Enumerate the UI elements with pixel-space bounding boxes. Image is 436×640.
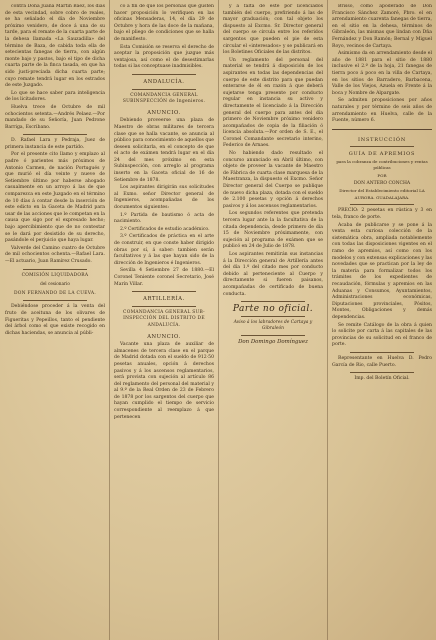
divider <box>23 134 87 135</box>
paragraph: Debiendo proveerse una plaza de Maestro de obras militares de tercera clase que se halla vacante, se anuncia al público para conocimiento de aquellos que deseen solicitarla, en el concepto de que el acto de exámen tendrá lugar en el día 24 del mes próximo en esta Subinspección, con arreglo al programa inserto en la Gaceta oficial de 16 de Setiembre de 1878. <box>114 118 214 183</box>
paragraph: Por el presente cito llamo y emplazo al padre ó parientes más próximos de Antonio Carmen, de nación Portugués y que murió el día veinte y nueve de Setiembre último por haberse ahogado casualmente en un arroyo á las de que comparezca en este Juzgado en el término de 10 días á contar desde la inserción de este edicto en la Gaceta de Madrid para usar de las acciones que le competan en la causa que sigo por el expresado hecho; bajo apercibimiento que de no contestar se le dará por desistido de su derecho, pasándole el perjuicio que haya lugar. <box>5 152 105 244</box>
divider <box>241 335 305 336</box>
divider <box>350 372 414 373</box>
divider <box>23 300 87 301</box>
ad-subtitle: POR <box>377 173 387 179</box>
paragraph: Los aspirantes dirigirán sus solicitudes al Exmo. señor Director general de Ingenieros, acompañadas de los documentos siguientes: <box>114 185 214 211</box>
column-divider <box>218 0 219 640</box>
section-heading: DON FERNANDO DE LA CUEVA. <box>13 290 97 296</box>
paragraph: 2.º Certificados de estudio académico. <box>120 226 210 232</box>
section-title: ANDALUCÍA. <box>143 78 185 85</box>
notice-name: Don Domingo Domínguez <box>238 338 308 345</box>
divider <box>350 204 414 205</box>
anuncio-heading: ANUNCIO. <box>147 109 181 116</box>
paragraph: co á fin de que los personas que gusten hacer proposición lo verifiquen en las oficinas Mensaderas, 14, el día 29 de Octubre y hora de las doce de la mañana, bajo el pliego de condiciones que se halla de manifiesto. <box>114 4 214 42</box>
column-divider <box>109 0 110 640</box>
ad-title: INSTRUCCIÓN <box>358 136 406 143</box>
column-4 <box>332 4 432 636</box>
paragraph: Vacante una plaza de auxiliar de almacenes de tercera clase en el parque de Madrid dotada con el sueldo de 912·50 pesetas anuales, opción á derechos pasivos y á los ascensos reglamentarios, será provista con sujeción al artículo 86 del reglamento del personal del material y al 9.º de la Real Orden de 23 de Febrero de 1878 por los sargentos del cuerpo que hayan cumplido el tiempo de servicio correspondiente al reemplazo á que pertenecen <box>114 342 214 420</box>
paragraph: PRECIO: 2 pesetas en rústica y 3 en tela, franco de porte. <box>332 208 432 221</box>
paragraph: Un reglamento del personal del material se tendrá á disposición de los aspirantes en todas las dependencias del cuerpo de este distrito para que puedan enterarse de él en razón á que deberá sujetarse tenga presente por conducto regular en instancia su activo y directamente el licenciado á la Dirección general del cuerpo para antes del día primero de Noviembre próximo venidero acompañados de copia de la filiación ó licencia absoluta.—Por orden de S. E., el Coronel Comandante secretario interino, Federico de Arnaes. <box>223 57 323 149</box>
paragraph: Lo que se hace saber para inteligencia de los licitadores. <box>5 90 105 103</box>
ad-subtitle: Director del Establecimiento editorial LA AURORA. GUADALAJARA. <box>339 188 425 200</box>
paragraph: D. Rafael Lara y Pedraja, Juez de primera instancia de este partido. <box>5 138 105 150</box>
ad-author: DON ANTERO CONCHA <box>353 180 411 186</box>
section-title: ARTILLERÍA. <box>143 296 185 303</box>
paragraph: No habiendo dado resultado el concurso anunciado en Abril último, con objeto de proveer la vacante de Maestro de Fábrica de cuarta clase marquesa de la Maestranza, la dispuesto el Excmo. Señor Director general del Cuerpo se publique de nuevo dicha plaza, dotada con el sueldo de 2.100 pesetas y opción á derechos pasivos y á los ascensos reglamentarios. <box>223 151 323 209</box>
parte-no-oficial-heading: Parte no oficial. <box>232 304 314 315</box>
advertisement <box>332 129 432 369</box>
divider <box>132 306 196 307</box>
paragraph: Brisso, como apoderado de Don Francisco Sánchez Zamoré, Pbro. el en arrendamiento cuarenta fanegas de tierra, en el sitio en la dehesa, términos de Gibraleón, las mismas que lindan con Dña Fernández y Don Ramón; Bernal y Miguel Royo, vecinos de Cartaya. <box>332 4 432 49</box>
paragraph: Acaba de publicarse y se pone á la venta esta curiosa colección de la sistemática obra, ampliada notablemente con todas las disposiciones vigentes en el ramo de apremios, así como con los modelos y con extensas explicaciones y las novedades que se practican por la ley de la materia para formalizar todos los trámites de los expedientes de recaudación, fórmulas y apremios en las Aduanas y Consumos, Ayuntamientos, Administraciones económicas, Diputaciones provinciales, Pósitos, Montes, Obligaciones y demás dependencias. <box>332 222 432 320</box>
section-heading: COMISIÓN LIQUIDADORA <box>21 272 89 278</box>
paragraph: Los segundos referentes que pretenda tercera lugar ante la la facultativa de la citada dependencia, desde primero de día 15 de Noviembre próximamente, con sujeción al programa de exámen que se publicó en 24 de Julio de 1878. <box>223 211 323 250</box>
notice-title: Aviso á los labradores de Cartaya y Gibraleón <box>233 319 313 331</box>
paragraph: Sevilla 4 Setiembre 27 de 1880.—El Coronel Teniente coronel Secretario, José Marín Villar. <box>114 268 214 287</box>
paragraph: Asimismo da en arrendamiento desde el año de 1881 para el sitio de 1880 inclusive el 2.º de la hoja, 21 fanegas de tierra poco á poco en la villa de Cartaya, en los sitios de Barradero, Barbacena, Valle de los Viejos, Azuela en Frente á la boca y Nombre de Alpargate. <box>332 51 432 96</box>
paragraph: y á falta de éste por licenciados también del cuerpo, prefiriendo á las de mayor graduación; con tal objeto los dispuesto al Excmo. Sr. Director general del cuerpo se circula entre los referidos sargentos que pueden el pie de esta circular el «interesados» y se publicará en los Boletines Oficiales de las distritos. <box>223 4 323 56</box>
section-heading: COMANDANCIA GENERAL SUB-INSPECCIÓN DEL DISTRITO DE ANDALUCÍA. <box>123 309 205 328</box>
column-divider <box>327 0 328 640</box>
paragraph: Los aspirantes remitirán sus instancias á la Dirección general de Artillería antes del día 1.º del citado mes por conducto debido al perteneciente al Cuerpo y directamente si fueren paisanos, acompañadas de certificado de buena conducta. <box>223 251 323 297</box>
ad-subtitle: para la cobranza de contribuciones y rentas públicas <box>336 158 428 171</box>
paragraph: Esta Comisión se reserva el derecho de aceptar la proposición que juzgue más ventajosa, así como el de desestimarlas todas si las conceptuase inadmisibles. <box>114 44 214 70</box>
paragraph: Valverde del Camino cuatro de Octubre de mil ochocientos ochenta.—Rafael Lara.—El actuario, Juan Ramírez Crusado. <box>5 245 105 264</box>
paragraph: Se remite Catálogo de la obra á quien lo solicite por carta á las capitales de las provincias de su solicitud en el franco de porte. <box>332 322 432 348</box>
divider <box>350 352 414 353</box>
divider <box>132 89 196 90</box>
paragraph: contra Doña Juana Martín Baez, los días de esta vecindad, sobre cobro de reales, se ha señalado el día de Noviembre próximo venidero, de doce á una de su tarde, para el remate de la cuarta parte de la dehesa llamada «La Sauzadilla» del término de Baza, de cabida toda ella de setecientas fanegas de tierra, con algún monte bajo y pastos, bajo el tipo de dicha cuarta parte de la finca tasada, en que ha sido justi-preciada dicha cuarta parte; cuyo remate tendrá lugar en los estrados de este Juzgado. <box>5 4 105 89</box>
divider <box>23 269 87 270</box>
paragraph: Se admiten proposiciones por años naturales y por término de seis años de arrendamiento en Huelva, calle de la Fuente, número 6. <box>332 98 432 124</box>
paragraph: 3.º Certificados de práctica en el arte de construir, en que conste haber dirigido obras por sí, á saber: tambien serán facultativos y á las que hayan sido de la dirección de Ingenieros é Ingenieros. <box>114 234 214 266</box>
section-subheading: del cesionario <box>40 281 70 287</box>
column-1 <box>5 4 105 636</box>
column-2 <box>114 4 214 636</box>
divider <box>241 301 305 302</box>
paragraph: Representante en Huelva D. Pedro García de Rio, calle Puerto. <box>332 355 432 368</box>
imprint: Imp. del Boletín Oficial. <box>354 376 410 382</box>
paragraph: Huelva trece de Octubre de mil ochocientos setenta.—Andrés Pelaez.—Por mandado de su Señoría, Juan Pedrone Barriga, Escribano. <box>5 104 105 130</box>
divider <box>241 316 305 317</box>
paragraph: 1.º Partida de bautismo ó acta de nacimiento. <box>114 212 214 225</box>
divider <box>132 74 196 75</box>
divider <box>132 291 196 292</box>
anuncio-heading: ANUNCIO. <box>147 333 181 340</box>
section-heading: COMANDANCIA GENERAL SUBINSPECCIÓN de Ingenieros. <box>122 92 206 105</box>
column-3 <box>223 4 323 636</box>
ad-title: GUÍA DE APREMIOS <box>348 151 416 158</box>
paragraph: Debiéndose proceder á la venta del fruto de aceituna de los olivares de Figueritas y Pepeillos, tanto el pendiente del árbol como el que existe recogido en dichas haciendas, se anuncia al públi- <box>5 304 105 336</box>
divider <box>350 146 414 147</box>
